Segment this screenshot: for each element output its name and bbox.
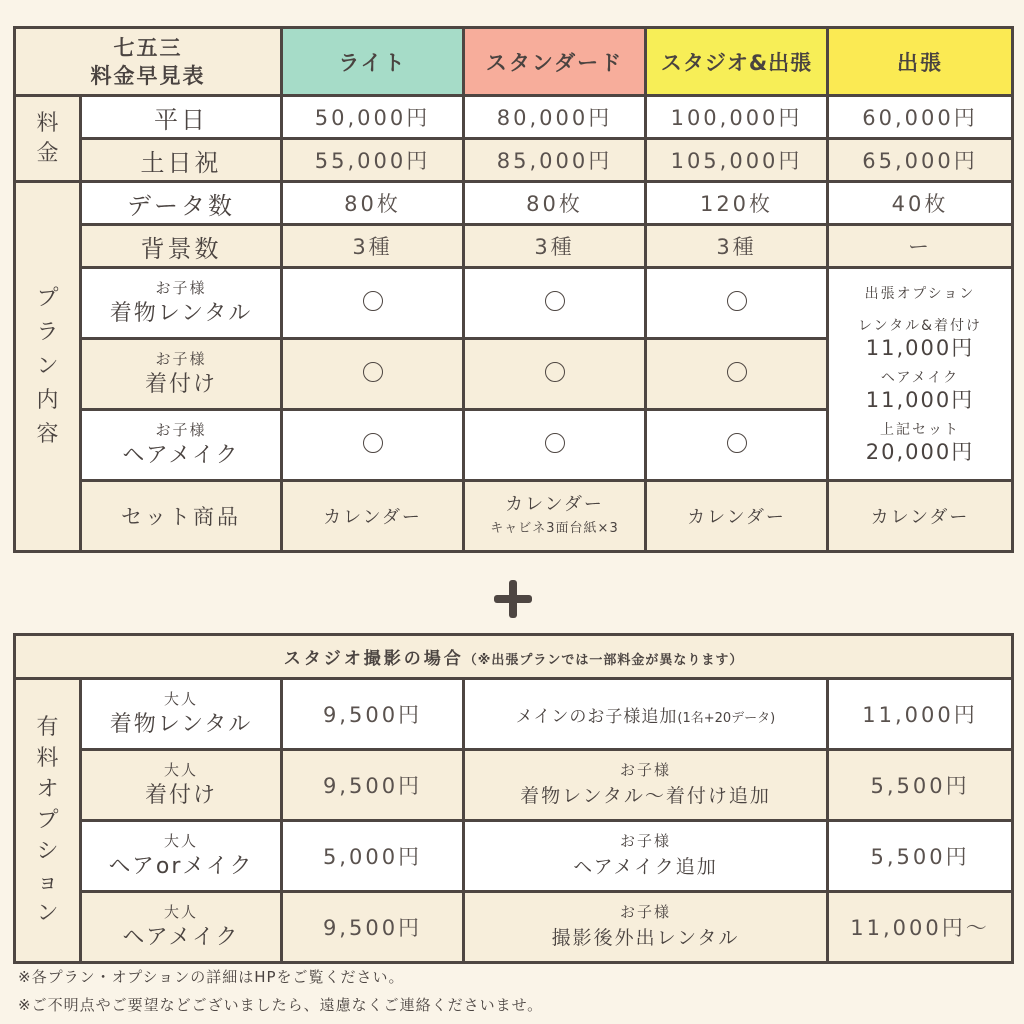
plan-content-char: プ: [36, 285, 59, 311]
adult-dressing-price: 9,500円: [282, 750, 464, 821]
plan-header-light: ライト: [282, 28, 464, 96]
adult-hairmake-price: 9,500円: [282, 892, 464, 963]
paid-options-char: オ: [36, 777, 59, 802]
paid-options-section-label: [15, 679, 81, 963]
background-count-label: 背景数: [81, 225, 282, 268]
hairmake-included-light: [282, 410, 464, 481]
kimono-included-standard: [464, 268, 646, 339]
travel-option-cell: [828, 268, 1013, 481]
set-product-studio-travel: カレンダー: [646, 481, 828, 552]
background-count-travel: ー: [828, 225, 1013, 268]
weekend-price-travel: 65,000円: [828, 139, 1013, 182]
adult-option-name: 着物レンタル: [109, 712, 253, 737]
adult-kimono-rental-price: 9,500円: [282, 679, 464, 750]
travel-option-rental-price: 11,000円: [865, 336, 975, 360]
data-count-standard: 80枚: [464, 182, 646, 225]
kid-kimono-small: お子様: [155, 279, 207, 297]
adult-dressing-label: [81, 750, 282, 821]
options-table: [13, 633, 1014, 964]
included-circle-icon: [363, 291, 383, 311]
footnote-1: ※各プラン・オプションの詳細はHPをご覧ください。: [18, 968, 405, 986]
options-heading: [15, 635, 1013, 679]
kimono-included-light: [282, 268, 464, 339]
weekday-price-studio-travel: 100,000円: [646, 96, 828, 139]
paid-options-char: 料: [36, 746, 59, 771]
data-count-label: データ数: [81, 182, 282, 225]
paid-options-char: シ: [36, 839, 59, 864]
background-count-standard: 3種: [464, 225, 646, 268]
plus-icon: [494, 580, 532, 618]
adult-option-name: 着付け: [144, 783, 217, 808]
hairmake-included-standard: [464, 410, 646, 481]
travel-option-title: 出張オプション: [864, 286, 976, 302]
title-line1: 七五三: [113, 35, 183, 60]
kid-kimono-rental-label: [81, 268, 282, 339]
kid-hairmake-small: お子様: [155, 421, 207, 439]
adult-label: 大人: [163, 832, 198, 850]
kid-add-main-label: [464, 679, 828, 750]
dressing-included-standard: [464, 339, 646, 410]
travel-option-hair-label: ヘアメイク: [880, 370, 960, 386]
kid-hairmake-add-label: [464, 821, 828, 892]
adult-kimono-rental-label: [81, 679, 282, 750]
kid-option-name: ヘアメイク追加: [573, 856, 718, 878]
adult-hair-or-makeup-price: 5,000円: [282, 821, 464, 892]
kid-kimono-dressing-add-price: 5,500円: [828, 750, 1013, 821]
included-circle-icon: [363, 433, 383, 453]
included-circle-icon: [545, 291, 565, 311]
weekday-label: 平日: [81, 96, 282, 139]
kid-option-name: メインのお子様追加: [515, 706, 678, 727]
weekend-label: 土日祝: [81, 139, 282, 182]
kid-dressing-big: 着付け: [144, 372, 217, 397]
paid-options-char: ョ: [36, 870, 59, 895]
plan-header-studio-travel: スタジオ&出張: [646, 28, 828, 96]
kimono-included-studio-travel: [646, 268, 828, 339]
plan-header-travel: 出張: [828, 28, 1013, 96]
kid-option-note: (1名+20データ): [677, 710, 776, 726]
weekday-price-light: 50,000円: [282, 96, 464, 139]
adult-option-name: ヘアorメイク: [108, 854, 254, 879]
plan-content-char: 内: [36, 387, 59, 413]
options-heading-title: スタジオ撮影の場合: [283, 649, 464, 669]
weekday-price-travel: 60,000円: [828, 96, 1013, 139]
weekend-price-light: 55,000円: [282, 139, 464, 182]
title-line2: 料金早見表: [90, 63, 206, 88]
pricing-table: [13, 26, 1014, 553]
adult-label: 大人: [163, 903, 198, 921]
kid-kimono-dressing-add-label: [464, 750, 828, 821]
set-product-light: カレンダー: [282, 481, 464, 552]
weekend-price-standard: 85,000円: [464, 139, 646, 182]
travel-option-set-price: 20,000円: [865, 440, 975, 464]
adult-option-name: ヘアメイク: [122, 925, 240, 950]
kid-label: お子様: [619, 761, 671, 779]
adult-hairmake-label: [81, 892, 282, 963]
kid-kimono-big: 着物レンタル: [109, 301, 253, 326]
kid-outing-rental-price: 11,000円～: [828, 892, 1013, 963]
data-count-travel: 40枚: [828, 182, 1013, 225]
plan-content-char: ン: [36, 353, 59, 379]
paid-options-char: 有: [36, 715, 59, 740]
set-product-standard: [464, 481, 646, 552]
options-heading-note: （※出張プランでは一部料金が異なります）: [463, 653, 744, 668]
kid-label: お子様: [619, 832, 671, 850]
included-circle-icon: [545, 433, 565, 453]
weekend-price-studio-travel: 105,000円: [646, 139, 828, 182]
included-circle-icon: [727, 433, 747, 453]
footnote-2: ※ご不明点やご要望などございましたら、遠慮なくご連絡くださいませ。: [18, 996, 544, 1014]
plan-content-section-label: [15, 182, 81, 552]
adult-label: 大人: [163, 761, 198, 779]
background-count-light: 3種: [282, 225, 464, 268]
pricing-title: [15, 28, 282, 96]
kid-label: お子様: [619, 903, 671, 921]
fee-char: 料: [36, 110, 59, 136]
plan-header-standard: スタンダード: [464, 28, 646, 96]
travel-option-set-label: 上記セット: [880, 422, 960, 438]
kid-outing-rental-label: [464, 892, 828, 963]
kid-dressing-small: お子様: [155, 350, 207, 368]
travel-option-rental-label: レンタル&着付け: [857, 318, 982, 334]
paid-options-char: ン: [36, 901, 59, 926]
set-product-travel: カレンダー: [828, 481, 1013, 552]
data-count-studio-travel: 120枚: [646, 182, 828, 225]
included-circle-icon: [363, 362, 383, 382]
plan-content-char: ラ: [36, 319, 59, 345]
fee-char: 金: [36, 140, 59, 166]
fee-section-label: [15, 96, 81, 182]
kid-add-main-price: 11,000円: [828, 679, 1013, 750]
adult-hair-or-makeup-label: [81, 821, 282, 892]
set-product-standard-line1: カレンダー: [505, 494, 604, 515]
kid-hairmake-big: ヘアメイク: [122, 443, 240, 468]
weekday-price-standard: 80,000円: [464, 96, 646, 139]
set-product-standard-line2: キャビネ3面台紙×3: [490, 521, 619, 536]
kid-option-name: 撮影後外出レンタル: [551, 927, 740, 949]
dressing-included-light: [282, 339, 464, 410]
included-circle-icon: [727, 362, 747, 382]
set-product-label: セット商品: [81, 481, 282, 552]
plan-content-char: 容: [36, 421, 59, 447]
kid-option-name: 着物レンタル～着付け追加: [520, 785, 771, 807]
dressing-included-studio-travel: [646, 339, 828, 410]
included-circle-icon: [727, 291, 747, 311]
background-count-studio-travel: 3種: [646, 225, 828, 268]
kid-hairmake-label: [81, 410, 282, 481]
kid-hairmake-add-price: 5,500円: [828, 821, 1013, 892]
adult-label: 大人: [163, 690, 198, 708]
data-count-light: 80枚: [282, 182, 464, 225]
paid-options-char: プ: [36, 808, 59, 833]
travel-option-hair-price: 11,000円: [865, 388, 975, 412]
included-circle-icon: [545, 362, 565, 382]
kid-dressing-label: [81, 339, 282, 410]
hairmake-included-studio-travel: [646, 410, 828, 481]
